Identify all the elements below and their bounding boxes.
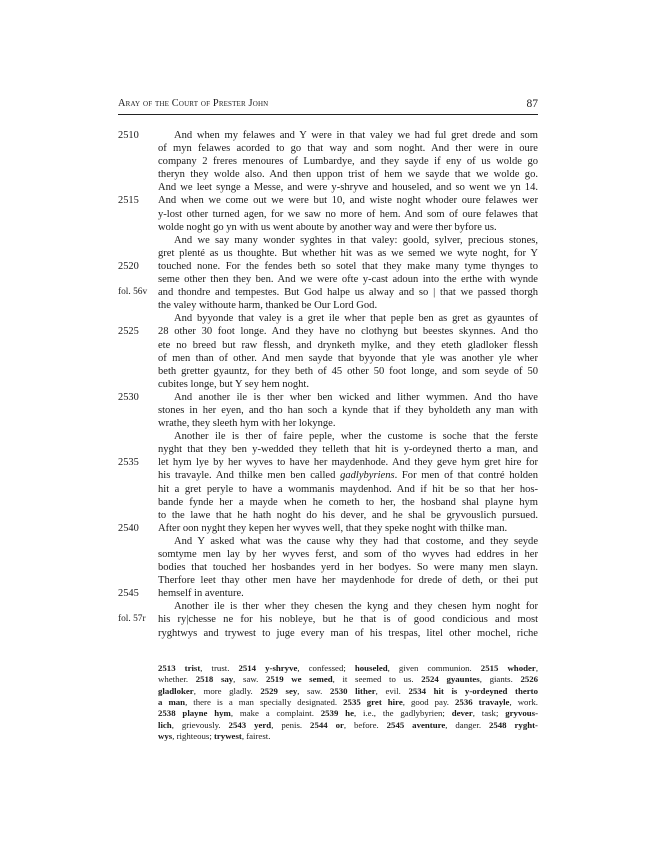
line-text: to the lawe that he hath noght do his dever, and he shal be gryvouslich pursued.	[158, 509, 538, 521]
line-text: somtyme men lay by her wyves ferst, and som of tho wyves had eddres in her	[158, 549, 538, 560]
line-number: 2520	[118, 260, 139, 272]
text-line	[0, 260, 650, 273]
text-line	[0, 299, 650, 312]
line-text: Another ile is ther wher they chesen the kyng and they chesen hym noght for	[174, 601, 538, 613]
footnote-line: whether. 2518 say, saw. 2519 we semed, it seemed to us. 2524 gyauntes, giants. 2526	[158, 674, 539, 685]
line-text: bodies that touched her hosbandes yerd in her bodyes. So were many men slayn.	[158, 562, 538, 574]
footnote-line: gladloker, more gladly. 2529 sey, saw. 2530 lither, evil. 2534 hit is y-ordeyned therto	[158, 685, 538, 696]
text-line	[0, 509, 650, 522]
line-number: 2510	[118, 130, 139, 141]
line-text: wrathe, they sleeth hym with her lokynge.	[158, 418, 336, 430]
line-text: gret plenté as us thoughte. But whether hit was as we semed we wyte noght, for Y	[158, 247, 538, 259]
text-line	[0, 234, 650, 247]
folio-marker: fol. 57r	[118, 614, 146, 625]
line-text: hemself in aventure.	[158, 588, 244, 600]
text-line	[0, 600, 650, 613]
line-text: And Y asked what was the cause why they had that costome, and they seyde	[174, 535, 538, 547]
line-text: cubites longe, but Y sey hem noght.	[158, 378, 309, 390]
text-line	[0, 168, 650, 181]
text-line	[0, 273, 650, 286]
text-line	[0, 129, 650, 142]
text-line	[0, 312, 650, 325]
line-number: 2545	[118, 588, 139, 600]
text-line	[0, 496, 650, 509]
text-line	[0, 352, 650, 365]
header-rule	[118, 114, 538, 115]
text-line	[0, 221, 650, 234]
main-text	[0, 129, 650, 640]
text-line	[0, 483, 650, 496]
line-text: let hym lye by her wyves to have her maydenhode. And they geve hym gret hire for	[158, 457, 538, 469]
footnote-line: lich, grievously. 2543 yerd, penis. 2544 or, before. 2545 aventure, danger. 2548 ryght-	[158, 719, 538, 730]
text-line	[0, 456, 650, 469]
text-line	[0, 247, 650, 260]
page-number: 87	[526, 98, 538, 110]
line-text: bande fynde her a mayde when he cometh to her, the hosband shal playne hym	[158, 496, 538, 508]
running-header	[118, 97, 538, 111]
line-text: And another ile is ther wher ben wicked and lither wymmen. And tho have	[174, 391, 538, 403]
text-line	[0, 378, 650, 391]
line-text: and thondre and tempestes. But God halpe us alway and so | that we passed thorgh	[158, 287, 538, 299]
line-number: 2530	[118, 391, 139, 403]
text-line	[0, 155, 650, 168]
running-title: Aray of the Court of Prester John	[118, 98, 269, 109]
text-line	[0, 208, 650, 221]
line-text: wolde noght go yn with us went aboute by another way and were ther byfore us.	[158, 221, 497, 233]
text-line	[0, 561, 650, 574]
line-text: After oon nyght they kepen her wyves well, that they speke noght with thilke man.	[158, 522, 508, 534]
line-text: y-lost other turned agen, for we saw no more of hem. And som of oure felawes that	[158, 208, 538, 220]
line-text: seme other then they ben. And we were ofte y-cast adoun into the erthe with wynde	[158, 274, 538, 286]
line-text: stones in her eyen, and tho han soch a kynde that if they byholdeth any man with	[158, 404, 538, 416]
footnotes	[158, 663, 538, 742]
text-line	[0, 430, 650, 443]
line-text: company 2 freres menoures of Lumbardye, and they sayde if eny of us wolde go	[158, 156, 538, 168]
text-line	[0, 325, 650, 338]
line-text: Another ile is ther of faire peple, wher the custome is soche that the ferste	[174, 431, 538, 443]
text-line	[0, 574, 650, 587]
text-line	[0, 286, 650, 299]
line-text: And we leet synge a Messe, and were y-shryve and houseled, and so went we yn 14.	[158, 182, 538, 194]
text-line	[0, 522, 650, 535]
text-line	[0, 443, 650, 456]
line-text: touched none. For the fendes beth so sotel that they make many tyme thynges to	[158, 260, 538, 272]
line-text: hit a gret peryle to have a wommanis maydenhod. And if hit be so that her hos-	[158, 483, 538, 495]
footnote-line: 2538 playne hym, make a complaint. 2539 he, i.e., the gadlybyrien; dever, task; gryvous-	[158, 708, 538, 719]
text-line	[0, 535, 650, 548]
line-text: And we say many wonder syghtes in that valey: goold, sylver, precious stones,	[174, 234, 538, 246]
text-line	[0, 365, 650, 378]
line-text: 28 other 30 foot longe. And they have no clothyng but beestes skynnes. And tho	[158, 326, 538, 338]
line-text: of myn felawes acorded to go that way and som noght. And ther were in oure	[158, 143, 538, 155]
line-text: And when my felawes and Y were in that valey we had ful gret drede and som	[174, 130, 538, 141]
line-text: his travayle. And thilke men ben called gadlybyriens. For men of that contré holden	[158, 470, 538, 482]
text-line	[0, 339, 650, 352]
line-text: ete no breed but raw flessh, and drynketh mylke, and they eteth gladloker flessh	[158, 339, 538, 351]
text-line	[0, 391, 650, 404]
text-line	[0, 142, 650, 155]
text-line	[0, 404, 650, 417]
line-text: of men than of other. And men sayde that byyonde that yle was another yle wher	[158, 352, 538, 364]
footnote-line: a man, there is a man specially designated. 2535 gret hire, good pay. 2536 travayle, work.	[158, 697, 538, 708]
text-line	[0, 613, 650, 626]
line-text: the valey withoute harm, thanked be Our Lord God.	[158, 300, 378, 312]
text-line	[0, 417, 650, 430]
line-text: And when we come out we were but 10, and wiste noght whoder oure felawes wer	[158, 195, 538, 207]
line-number: 2535	[118, 457, 139, 469]
text-line	[0, 194, 650, 207]
line-text: Therfore leet thay other men have her maydenhode for drede of deth, or thei put	[158, 575, 538, 587]
line-text: beth gretter gyauntz, for they beth of 45 other 50 foot longe, and som seyde of 50	[158, 365, 538, 377]
text-line	[0, 587, 650, 600]
line-text: And byyonde that valey is a gret ile wher that peple ben as gret as gyauntes of	[174, 313, 538, 325]
text-line	[0, 469, 650, 482]
line-text: theryn they wolde also. And then uppon trist of hem we sayde that we wolde go.	[158, 169, 538, 181]
line-number: 2540	[118, 522, 139, 534]
footnote-line: wys, righteous; trywest, fairest.	[158, 731, 271, 742]
text-line	[0, 181, 650, 194]
text-line	[0, 627, 650, 640]
line-text: ryghtwys and trywest to juge every man of his trespas, litel other mochel, riche	[158, 627, 538, 639]
line-number: 2515	[118, 195, 139, 207]
text-line	[0, 548, 650, 561]
line-text: nyght that they ben y-wedded they telleth that hit is y-ordeyned therto a man, and	[158, 444, 538, 456]
line-number: 2525	[118, 326, 139, 338]
folio-marker: fol. 56v	[118, 287, 148, 298]
line-text: his ry|chesse ne for his nobleye, but he that is of good condicious and most	[158, 614, 538, 626]
footnote-line: 2513 trist, trust. 2514 y-shryve, confessed; houseled, given communion. 2515 whoder,	[158, 663, 539, 673]
